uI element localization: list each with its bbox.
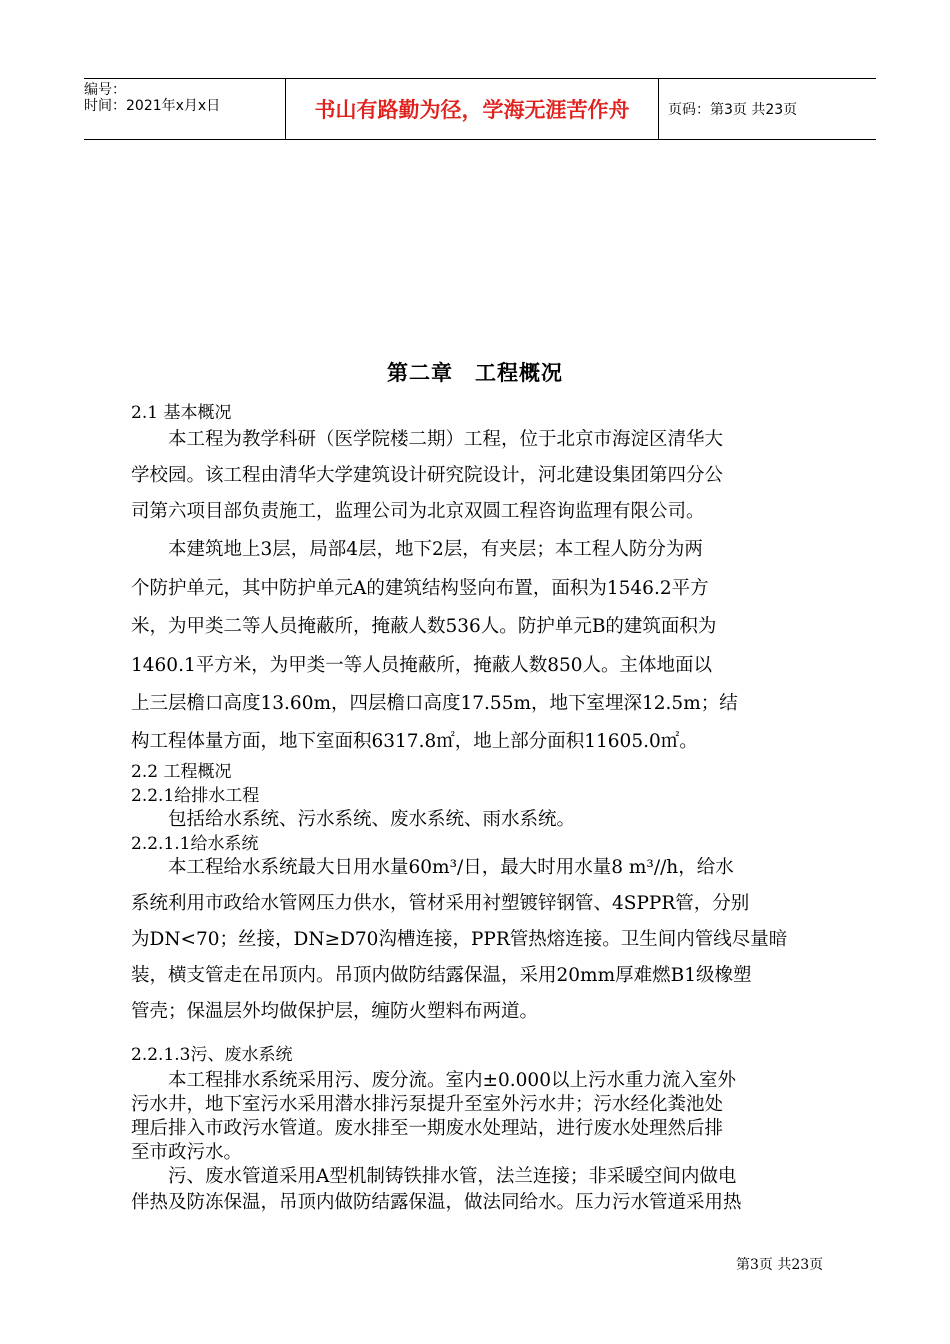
paragraph-line: 系统利用市政给水管网压力供水，管材采用衬塑镀锌钢管、4SPPR管，分别 bbox=[131, 893, 750, 914]
paragraph-line: 米，为甲类二等人员掩蔽所，掩蔽人数536人。防护单元B的建筑面积为 bbox=[131, 616, 717, 637]
paragraph-line: 包括给水系统、污水系统、废水系统、雨水系统。 bbox=[131, 809, 576, 830]
paragraph-line: 为DN<70；丝接，DN≥D70沟槽连接，PPR管热熔连接。卫生间内管线尽量暗 bbox=[131, 929, 788, 950]
paragraph-line: 污水井，地下室污水采用潜水排污泵提升至室外污水井；污水经化粪池处 bbox=[131, 1094, 724, 1115]
section-heading: 2.2.1.3污、废水系统 bbox=[131, 1045, 293, 1065]
paragraph-line: 理后排入市政污水管道。废水排至一期废水处理站，进行废水处理然后排 bbox=[131, 1118, 724, 1139]
paragraph-line: 上三层檐口高度13.60m，四层檐口高度17.55m，地下室埋深12.5m；结 bbox=[131, 693, 738, 714]
number-label: 编号： bbox=[84, 82, 126, 98]
time-label: 时间：2021年x月x日 bbox=[84, 98, 221, 114]
paragraph-line: 学校园。该工程由清华大学建筑设计研究院设计，河北建设集团第四分公 bbox=[131, 465, 724, 486]
section-heading: 2.2 工程概况 bbox=[131, 762, 232, 782]
page-footer-number: 第3页 共23页 bbox=[736, 1257, 824, 1273]
header-motto: 书山有路勤为径，学海无涯苦作舟 bbox=[285, 79, 659, 139]
paragraph-line: 构工程体量方面，地下室面积6317.8㎡，地上部分面积11605.0㎡。 bbox=[131, 731, 698, 752]
paragraph-line: 本建筑地上3层，局部4层，地下2层，有夹层；本工程人防分为两 bbox=[131, 539, 703, 560]
header-page-label: 页码：第3页 共23页 bbox=[668, 102, 798, 118]
paragraph-line: 本工程为教学科研（医学院楼二期）工程，位于北京市海淀区清华大 bbox=[131, 429, 724, 450]
chapter-title: 第二章 工程概况 bbox=[387, 361, 563, 385]
paragraph-line: 本工程排水系统采用污、废分流。室内±0.000以上污水重力流入室外 bbox=[131, 1070, 736, 1091]
paragraph-line: 1460.1平方米，为甲类一等人员掩蔽所，掩蔽人数850人。主体地面以 bbox=[131, 655, 713, 676]
paragraph-line: 伴热及防冻保温，吊顶内做防结露保温，做法同给水。压力污水管道采用热 bbox=[131, 1192, 742, 1213]
paragraph-line: 至市政污水。 bbox=[131, 1142, 243, 1163]
paragraph-line: 本工程给水系统最大日用水量60m³/日，最大时用水量8 m³//h，给水 bbox=[131, 857, 734, 878]
paragraph-line: 司第六项目部负责施工，监理公司为北京双圆工程咨询监理有限公司。 bbox=[131, 501, 705, 522]
paragraph-line: 个防护单元，其中防护单元A的建筑结构竖向布置，面积为1546.2平方 bbox=[131, 578, 709, 599]
page-header bbox=[84, 78, 876, 140]
section-heading: 2.2.1.1给水系统 bbox=[131, 834, 259, 854]
paragraph-line: 装，横支管走在吊顶内。吊顶内做防结露保温，采用20mm厚难燃B1级橡塑 bbox=[131, 965, 752, 986]
paragraph-line: 管壳；保温层外均做保护层，缠防火塑料布两道。 bbox=[131, 1001, 539, 1022]
section-heading: 2.2.1给排水工程 bbox=[131, 786, 260, 806]
paragraph-line: 污、废水管道采用A型机制铸铁排水管，法兰连接；非采暖空间内做电 bbox=[131, 1166, 737, 1187]
section-heading: 2.1 基本概况 bbox=[131, 403, 232, 423]
header-meta bbox=[84, 79, 284, 139]
